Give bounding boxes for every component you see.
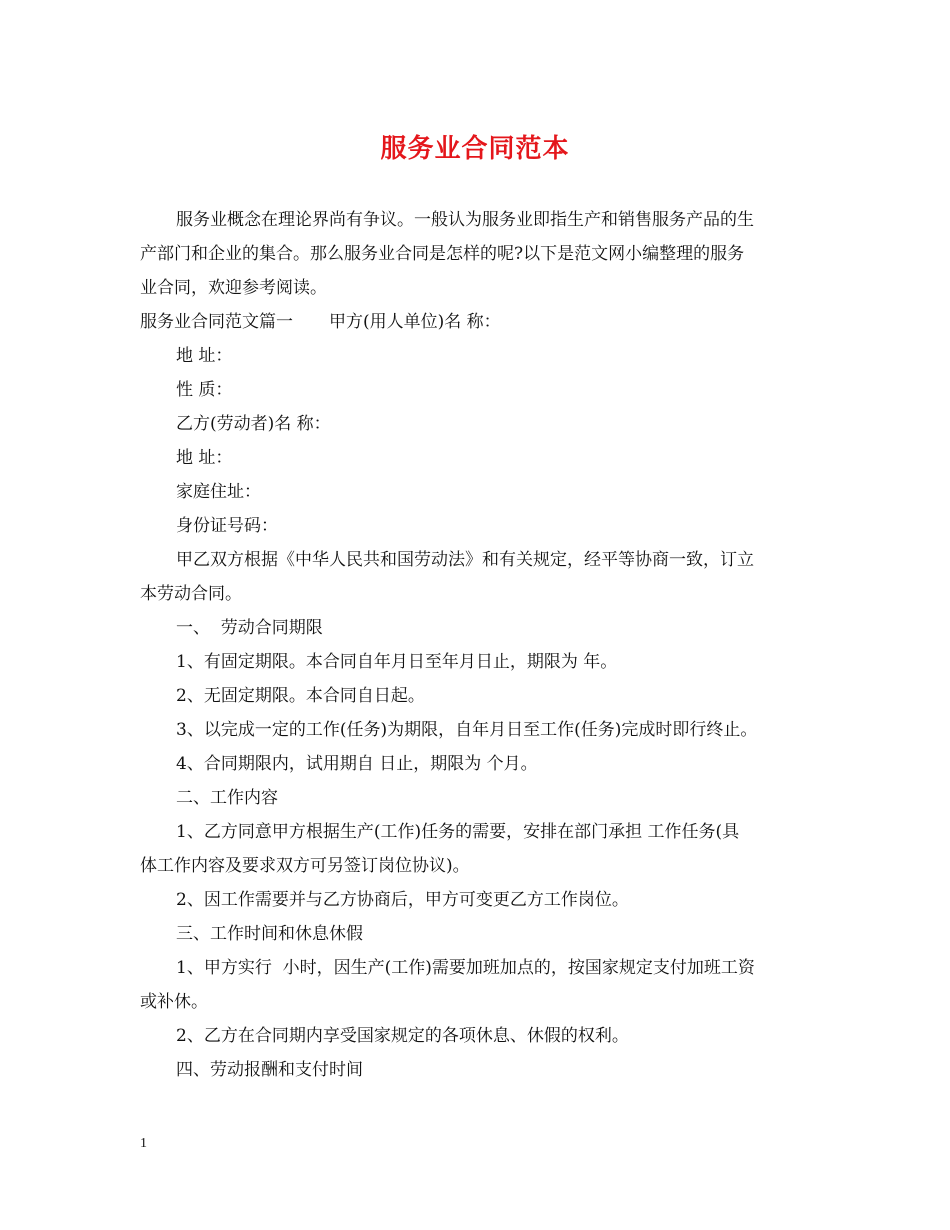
party-a-address-label: 地 址： bbox=[176, 346, 233, 366]
intro-line-3: 业合同，欢迎参考阅读。 bbox=[140, 278, 327, 298]
article-3-item-2: 2、乙方在合同期内享受国家规定的各项休息、休假的权利。 bbox=[176, 1026, 629, 1046]
article-1-item-1: 1、有固定期限。本合同自年月日至年月日止，期限为 年。 bbox=[176, 652, 618, 672]
article-3-item-1-line-1: 1、甲方实行 小时，因生产(工作)需要加班加点的，按国家规定支付加班工资 bbox=[176, 958, 755, 978]
preamble-line-1: 甲乙双方根据《中华人民共和国劳动法》和有关规定，经平等协商一致，订立 bbox=[176, 550, 754, 570]
section-heading-line bbox=[140, 305, 812, 339]
article-2-heading: 二、工作内容 bbox=[176, 788, 278, 808]
page-number: 1 bbox=[140, 1136, 147, 1151]
party-a-nature-label: 性 质： bbox=[176, 380, 233, 400]
article-3-heading: 三、工作时间和休息休假 bbox=[176, 924, 363, 944]
intro-line-1: 服务业概念在理论界尚有争议。一般认为服务业即指生产和销售服务产品的生 bbox=[176, 210, 754, 230]
article-2-item-1-line-1: 1、乙方同意甲方根据生产(工作)任务的需要，安排在部门承担 工作任务(具 bbox=[176, 822, 740, 842]
article-2-item-1-line-2: 体工作内容及要求双方可另签订岗位协议)。 bbox=[140, 856, 470, 876]
article-2-item-2: 2、因工作需要并与乙方协商后，甲方可变更乙方工作岗位。 bbox=[176, 890, 629, 910]
preamble-line-2: 本劳动合同。 bbox=[140, 584, 242, 604]
article-1-item-4: 4、合同期限内，试用期自 日止，期限为 个月。 bbox=[176, 754, 538, 774]
article-1-heading: 一、 劳动合同期限 bbox=[176, 618, 323, 638]
section-heading: 服务业合同范文篇一 bbox=[140, 312, 293, 332]
article-3-item-1-line-2: 或补休。 bbox=[140, 992, 208, 1012]
article-1-item-2: 2、无固定期限。本合同自日起。 bbox=[176, 686, 425, 706]
party-b-address-label: 地 址： bbox=[176, 448, 233, 468]
party-b-id-label: 身份证号码： bbox=[176, 516, 278, 536]
party-b-name-label: 乙方(劳动者)名 称： bbox=[176, 414, 331, 434]
article-4-heading: 四、劳动报酬和支付时间 bbox=[176, 1060, 363, 1080]
article-1-item-3: 3、以完成一定的工作(任务)为期限，自年月日至工作(任务)完成时即行终止。 bbox=[176, 720, 758, 740]
document-body bbox=[140, 203, 812, 1087]
intro-line-2: 产部门和企业的集合。那么服务业合同是怎样的呢?以下是范文网小编整理的服务 bbox=[140, 244, 745, 264]
party-a-name-label: 甲方(用人单位)名 称： bbox=[329, 312, 501, 332]
document-title: 服务业合同范本 bbox=[380, 134, 570, 164]
party-b-home-label: 家庭住址： bbox=[176, 482, 261, 502]
